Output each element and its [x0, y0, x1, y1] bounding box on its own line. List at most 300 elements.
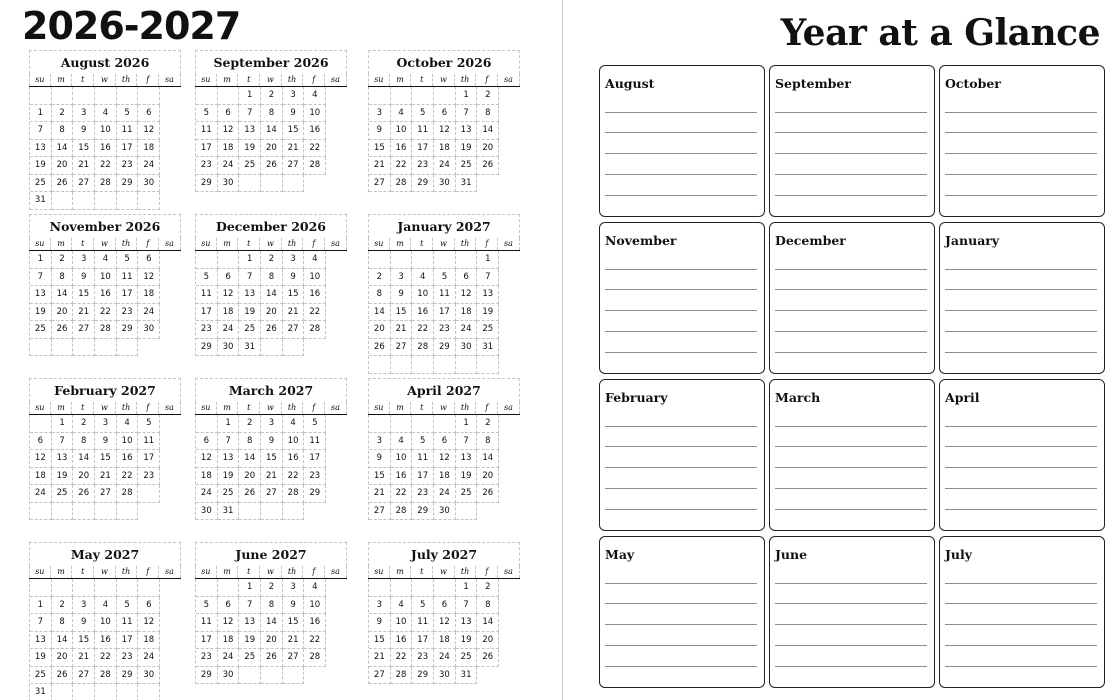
calendar-empty-cell — [95, 503, 117, 521]
calendar-empty-cell — [138, 192, 160, 210]
weekday-label: f — [303, 74, 325, 86]
calendar-day: 25 — [30, 321, 52, 339]
calendar-day: 25 — [52, 485, 74, 503]
calendar-day: 7 — [239, 105, 261, 123]
calendar-day: 25 — [218, 485, 240, 503]
month-notes-title: May — [605, 547, 635, 562]
writing-line — [775, 467, 927, 468]
calendar-day: 29 — [412, 175, 434, 193]
calendar-day: 31 — [456, 667, 478, 685]
weekday-label: su — [29, 566, 51, 578]
calendar-empty-cell — [117, 579, 139, 597]
calendar-day: 21 — [73, 157, 95, 175]
calendar-month-title: November 2026 — [29, 214, 181, 238]
mini-calendar — [29, 50, 181, 210]
writing-line — [945, 331, 1097, 332]
calendar-day: 28 — [304, 649, 326, 667]
month-notes-title: December — [775, 233, 846, 248]
writing-line — [605, 153, 757, 154]
calendar-day: 1 — [456, 415, 478, 433]
calendar-day: 31 — [30, 192, 52, 210]
mini-calendar — [368, 542, 520, 684]
calendar-day: 7 — [239, 269, 261, 287]
calendar-day: 27 — [283, 157, 305, 175]
calendar-day: 12 — [218, 286, 240, 304]
weekday-label: su — [195, 402, 217, 414]
calendar-empty-cell — [95, 192, 117, 210]
month-notes-box[interactable] — [769, 65, 935, 217]
weekday-label: w — [94, 238, 116, 250]
calendar-day: 30 — [138, 667, 160, 685]
calendar-day: 14 — [52, 632, 74, 650]
calendar-day: 1 — [239, 87, 261, 105]
calendar-day: 22 — [391, 485, 413, 503]
writing-line — [605, 310, 757, 311]
calendar-day: 27 — [369, 667, 391, 685]
calendar-day: 2 — [477, 87, 499, 105]
month-notes-box[interactable] — [939, 222, 1105, 374]
weekday-label: f — [476, 402, 498, 414]
calendar-day: 19 — [239, 632, 261, 650]
weekday-label: th — [282, 74, 304, 86]
weekday-label: sa — [159, 74, 181, 86]
calendar-day: 5 — [196, 105, 218, 123]
writing-line — [945, 310, 1097, 311]
writing-line — [945, 509, 1097, 510]
writing-line — [775, 310, 927, 311]
calendar-day: 16 — [95, 632, 117, 650]
calendar-day-grid — [368, 251, 520, 374]
calendar-day: 4 — [304, 251, 326, 269]
calendar-day: 12 — [456, 286, 478, 304]
writing-line — [605, 174, 757, 175]
calendar-day-grid — [368, 87, 520, 192]
writing-line — [605, 132, 757, 133]
calendar-day: 20 — [477, 632, 499, 650]
weekday-label: f — [476, 566, 498, 578]
calendar-day: 30 — [196, 503, 218, 521]
weekday-header-row — [195, 238, 347, 251]
weekday-label: t — [238, 566, 260, 578]
calendar-day: 17 — [196, 632, 218, 650]
calendar-day-grid — [29, 251, 181, 356]
calendar-day: 24 — [218, 157, 240, 175]
calendar-empty-cell — [95, 579, 117, 597]
month-notes-box[interactable] — [769, 222, 935, 374]
calendar-day: 23 — [138, 468, 160, 486]
calendar-day: 6 — [434, 597, 456, 615]
weekday-header-row — [29, 566, 181, 579]
calendar-empty-cell — [261, 503, 283, 521]
calendar-day: 9 — [73, 269, 95, 287]
calendar-day: 13 — [477, 286, 499, 304]
month-notes-box[interactable] — [939, 536, 1105, 688]
calendar-day: 9 — [261, 433, 283, 451]
calendar-empty-cell — [196, 579, 218, 597]
calendar-day: 11 — [196, 122, 218, 140]
writing-line — [775, 331, 927, 332]
calendar-empty-cell — [369, 356, 391, 374]
writing-line — [605, 269, 757, 270]
calendar-day: 10 — [95, 122, 117, 140]
calendar-day: 30 — [218, 667, 240, 685]
calendar-empty-cell — [30, 503, 52, 521]
mini-calendar — [368, 214, 520, 374]
calendar-day: 20 — [261, 632, 283, 650]
calendar-day: 3 — [73, 251, 95, 269]
calendar-day: 20 — [261, 140, 283, 158]
calendar-empty-cell — [52, 339, 74, 357]
calendar-day: 23 — [196, 157, 218, 175]
calendar-empty-cell — [391, 356, 413, 374]
calendar-empty-cell — [138, 579, 160, 597]
calendar-empty-cell — [434, 356, 456, 374]
calendar-day: 9 — [73, 614, 95, 632]
calendar-day: 27 — [95, 485, 117, 503]
calendar-empty-cell — [434, 579, 456, 597]
writing-line — [775, 583, 927, 584]
calendar-day: 2 — [477, 415, 499, 433]
writing-line — [945, 666, 1097, 667]
calendar-empty-cell — [30, 579, 52, 597]
mini-calendar — [29, 542, 181, 700]
calendar-day: 9 — [369, 614, 391, 632]
calendar-day: 6 — [434, 433, 456, 451]
calendar-day: 21 — [369, 485, 391, 503]
weekday-label: sa — [498, 74, 520, 86]
month-notes-box[interactable] — [939, 379, 1105, 531]
calendar-day: 19 — [218, 468, 240, 486]
calendar-day: 30 — [218, 175, 240, 193]
calendar-day: 25 — [477, 321, 499, 339]
calendar-day: 11 — [117, 614, 139, 632]
calendar-day: 26 — [239, 485, 261, 503]
writing-line — [945, 645, 1097, 646]
calendar-day: 17 — [196, 140, 218, 158]
weekday-label: t — [238, 402, 260, 414]
calendar-day: 13 — [30, 286, 52, 304]
weekday-label: m — [51, 74, 73, 86]
calendar-day: 1 — [30, 597, 52, 615]
calendar-day: 25 — [239, 321, 261, 339]
calendar-day: 4 — [117, 415, 139, 433]
weekday-header-row — [195, 74, 347, 87]
mini-calendar — [195, 542, 347, 684]
weekday-label: su — [368, 238, 390, 250]
right-page — [563, 0, 1120, 700]
month-notes-box[interactable] — [599, 536, 765, 688]
month-notes-box[interactable] — [599, 379, 765, 531]
calendar-empty-cell — [412, 356, 434, 374]
calendar-day: 24 — [30, 485, 52, 503]
calendar-day-grid — [368, 415, 520, 520]
calendar-day: 3 — [369, 597, 391, 615]
calendar-day: 24 — [456, 321, 478, 339]
month-notes-title: June — [775, 547, 808, 562]
calendar-day: 20 — [477, 140, 499, 158]
calendar-day: 21 — [73, 304, 95, 322]
calendar-day: 4 — [304, 579, 326, 597]
calendar-day: 5 — [117, 597, 139, 615]
weekday-label: t — [411, 402, 433, 414]
calendar-day: 26 — [73, 485, 95, 503]
calendar-day: 24 — [218, 321, 240, 339]
weekday-label: sa — [498, 238, 520, 250]
writing-line — [605, 603, 757, 604]
calendar-day: 19 — [30, 157, 52, 175]
weekday-label: th — [282, 566, 304, 578]
calendar-day: 28 — [95, 667, 117, 685]
calendar-day: 20 — [73, 468, 95, 486]
calendar-day: 26 — [369, 339, 391, 357]
calendar-day: 5 — [138, 415, 160, 433]
weekday-label: t — [238, 238, 260, 250]
calendar-day: 4 — [95, 251, 117, 269]
weekday-label: w — [260, 238, 282, 250]
calendar-day: 16 — [412, 304, 434, 322]
calendar-day: 8 — [239, 433, 261, 451]
calendar-day: 26 — [261, 157, 283, 175]
calendar-day: 16 — [95, 140, 117, 158]
calendar-day: 21 — [369, 157, 391, 175]
calendar-day: 21 — [261, 468, 283, 486]
calendar-day: 5 — [412, 105, 434, 123]
calendar-day: 15 — [283, 286, 305, 304]
weekday-label: sa — [159, 402, 181, 414]
writing-line — [945, 603, 1097, 604]
weekday-label: m — [390, 402, 412, 414]
weekday-label: f — [303, 566, 325, 578]
calendar-day: 17 — [117, 140, 139, 158]
calendar-day: 11 — [117, 122, 139, 140]
calendar-day: 28 — [412, 339, 434, 357]
calendar-day: 18 — [138, 632, 160, 650]
calendar-empty-cell — [30, 415, 52, 433]
calendar-day: 23 — [117, 157, 139, 175]
month-notes-box[interactable] — [599, 65, 765, 217]
calendar-day: 13 — [239, 614, 261, 632]
calendar-day: 19 — [239, 140, 261, 158]
calendar-day: 2 — [73, 415, 95, 433]
weekday-label: f — [137, 238, 159, 250]
weekday-label: th — [455, 566, 477, 578]
calendar-day: 10 — [95, 614, 117, 632]
calendar-day: 14 — [369, 304, 391, 322]
calendar-day: 14 — [477, 450, 499, 468]
calendar-empty-cell — [73, 579, 95, 597]
calendar-empty-cell — [412, 415, 434, 433]
calendar-day: 21 — [369, 649, 391, 667]
weekday-label: w — [433, 238, 455, 250]
weekday-label: th — [455, 74, 477, 86]
calendar-day: 31 — [239, 339, 261, 357]
calendar-day: 14 — [261, 122, 283, 140]
calendar-day: 22 — [95, 157, 117, 175]
calendar-day-grid — [29, 87, 181, 210]
calendar-day: 7 — [218, 433, 240, 451]
weekday-label: t — [72, 238, 94, 250]
writing-line — [605, 289, 757, 290]
calendar-day: 7 — [456, 433, 478, 451]
calendar-day: 6 — [218, 105, 240, 123]
calendar-day: 9 — [283, 597, 305, 615]
calendar-day: 19 — [30, 304, 52, 322]
month-notes-box[interactable] — [769, 379, 935, 531]
writing-line — [605, 645, 757, 646]
calendar-day: 31 — [477, 339, 499, 357]
calendar-day: 16 — [283, 450, 305, 468]
calendar-empty-cell — [283, 667, 305, 685]
calendar-day: 24 — [434, 485, 456, 503]
weekday-label: f — [137, 74, 159, 86]
calendar-day: 4 — [304, 87, 326, 105]
calendar-day: 10 — [304, 269, 326, 287]
calendar-empty-cell — [261, 175, 283, 193]
month-notes-box[interactable] — [769, 536, 935, 688]
calendar-day: 19 — [456, 468, 478, 486]
month-notes-title: March — [775, 390, 821, 405]
calendar-month-title: January 2027 — [368, 214, 520, 238]
calendar-empty-cell — [196, 415, 218, 433]
calendar-day: 10 — [391, 450, 413, 468]
calendar-day: 10 — [95, 269, 117, 287]
calendar-day: 2 — [261, 251, 283, 269]
weekday-label: su — [29, 238, 51, 250]
calendar-day: 19 — [52, 468, 74, 486]
writing-line — [945, 426, 1097, 427]
calendar-day: 15 — [369, 468, 391, 486]
calendar-day: 15 — [73, 632, 95, 650]
writing-line — [605, 195, 757, 196]
mini-calendar — [29, 378, 181, 520]
calendar-day: 7 — [239, 597, 261, 615]
weekday-label: t — [411, 566, 433, 578]
calendar-day: 6 — [196, 433, 218, 451]
calendar-day: 2 — [477, 579, 499, 597]
calendar-empty-cell — [434, 251, 456, 269]
calendar-day: 8 — [369, 286, 391, 304]
month-notes-title: October — [945, 76, 1001, 91]
calendar-day: 23 — [196, 321, 218, 339]
weekday-label: f — [303, 402, 325, 414]
calendar-day: 29 — [196, 667, 218, 685]
writing-line — [605, 583, 757, 584]
calendar-month-title: October 2026 — [368, 50, 520, 74]
writing-line — [605, 446, 757, 447]
weekday-label: w — [94, 566, 116, 578]
mini-calendar — [195, 50, 347, 192]
calendar-day: 18 — [434, 632, 456, 650]
weekday-label: t — [411, 238, 433, 250]
calendar-day: 8 — [52, 614, 74, 632]
calendar-day: 22 — [95, 649, 117, 667]
calendar-day: 9 — [283, 105, 305, 123]
calendar-day: 6 — [434, 105, 456, 123]
calendar-day: 3 — [73, 597, 95, 615]
calendar-empty-cell — [283, 339, 305, 357]
calendar-day: 9 — [369, 122, 391, 140]
calendar-day: 8 — [73, 433, 95, 451]
calendar-day-grid — [29, 415, 181, 520]
calendar-day: 20 — [52, 649, 74, 667]
calendar-day: 20 — [477, 468, 499, 486]
calendar-day: 10 — [412, 286, 434, 304]
writing-line — [775, 174, 927, 175]
calendar-empty-cell — [73, 87, 95, 105]
calendar-day: 17 — [304, 450, 326, 468]
calendar-day: 30 — [138, 321, 160, 339]
calendar-day: 13 — [456, 614, 478, 632]
calendar-day: 25 — [30, 175, 52, 193]
calendar-day: 16 — [391, 468, 413, 486]
calendar-day: 4 — [391, 597, 413, 615]
calendar-day: 24 — [218, 649, 240, 667]
calendar-day: 22 — [412, 321, 434, 339]
weekday-label: f — [476, 74, 498, 86]
writing-line — [945, 583, 1097, 584]
calendar-day: 28 — [95, 175, 117, 193]
calendar-day: 8 — [261, 269, 283, 287]
calendar-empty-cell — [138, 87, 160, 105]
calendar-day: 12 — [434, 122, 456, 140]
calendar-day: 12 — [218, 122, 240, 140]
calendar-empty-cell — [456, 356, 478, 374]
month-notes-box[interactable] — [599, 222, 765, 374]
calendar-day: 14 — [239, 450, 261, 468]
calendar-day: 12 — [138, 614, 160, 632]
weekday-label: m — [217, 238, 239, 250]
weekday-header-row — [368, 238, 520, 251]
writing-line — [945, 174, 1097, 175]
calendar-day: 11 — [304, 433, 326, 451]
calendar-day: 8 — [477, 433, 499, 451]
month-notes-box[interactable] — [939, 65, 1105, 217]
calendar-day: 28 — [95, 321, 117, 339]
calendar-day: 27 — [369, 503, 391, 521]
calendar-day: 11 — [117, 269, 139, 287]
weekday-label: th — [282, 402, 304, 414]
calendar-day: 4 — [391, 105, 413, 123]
weekday-label: m — [217, 566, 239, 578]
calendar-day: 3 — [261, 415, 283, 433]
calendar-empty-cell — [52, 503, 74, 521]
calendar-empty-cell — [456, 503, 478, 521]
calendar-empty-cell — [117, 87, 139, 105]
calendar-day: 21 — [283, 304, 305, 322]
calendar-day: 26 — [477, 649, 499, 667]
calendar-day: 21 — [391, 321, 413, 339]
calendar-day: 12 — [434, 614, 456, 632]
calendar-day: 5 — [412, 433, 434, 451]
calendar-day: 13 — [30, 140, 52, 158]
calendar-empty-cell — [412, 251, 434, 269]
mini-calendar — [29, 214, 181, 356]
calendar-day: 23 — [412, 649, 434, 667]
calendar-day: 30 — [138, 175, 160, 193]
calendar-day: 14 — [52, 286, 74, 304]
calendar-empty-cell — [117, 503, 139, 521]
calendar-day: 15 — [73, 286, 95, 304]
calendar-day: 11 — [196, 614, 218, 632]
calendar-day: 23 — [304, 468, 326, 486]
writing-line — [605, 666, 757, 667]
weekday-label: m — [390, 566, 412, 578]
calendar-day: 11 — [412, 614, 434, 632]
weekday-label: w — [433, 402, 455, 414]
calendar-day: 29 — [196, 339, 218, 357]
calendar-day: 1 — [477, 251, 499, 269]
weekday-label: su — [195, 566, 217, 578]
